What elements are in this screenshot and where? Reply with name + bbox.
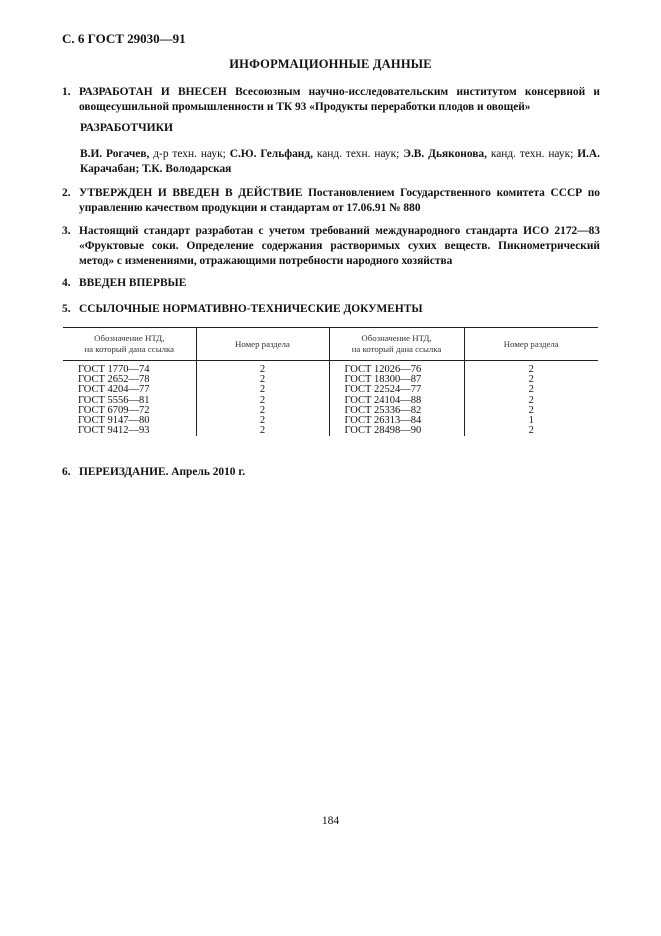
section-number-cell: 2 xyxy=(196,396,329,406)
developers-list xyxy=(80,147,600,177)
developer-role: канд. техн. наук; xyxy=(486,148,578,160)
developer-role: д-р техн. наук; xyxy=(149,148,230,160)
section-text: Постановлением Государственного комитета СССР по управлению качеством продукции и стандартам от 17.06.91 № 880 xyxy=(79,187,600,214)
column-header-designation: Обозначение НТД, на который дана ссылка xyxy=(329,328,464,361)
document-code: ГОСТ 2652—78 xyxy=(78,374,150,386)
document-title: ИНФОРМАЦИОННЫЕ ДАННЫЕ xyxy=(229,57,432,71)
section-number-cell: 2 xyxy=(464,426,598,436)
section-number-cell: 2 xyxy=(464,385,598,395)
page-header: С. 6 ГОСТ 29030—91 xyxy=(62,31,186,46)
section-number-cell: 1 xyxy=(464,416,598,426)
developer-name: С.Ю. Гельфанд, xyxy=(229,148,313,160)
section-number: 4. xyxy=(62,277,71,289)
section-text: Настоящий стандарт разработан с учетом требований международного стандарта ИСО 2172—83 «Фруктовые соки. Определение содержания растворимых сухих веществ. Пикнометрический метод» с изменениями, отражающими потребности народного хозяйства xyxy=(79,225,600,267)
developers-heading: РАЗРАБОТЧИКИ xyxy=(80,121,174,134)
column-header-section: Номер раздела xyxy=(196,328,329,361)
document-code: ГОСТ 24104—88 xyxy=(329,396,464,406)
section-number-cell: 2 xyxy=(464,375,598,385)
developer-name: Э.В. Дьяконова, xyxy=(403,148,487,160)
section-5 xyxy=(62,302,600,317)
section-2 xyxy=(62,186,600,216)
document-code: ГОСТ 18300—87 xyxy=(329,375,464,385)
section-heading: ССЫЛОЧНЫЕ НОРМАТИВНО-ТЕХНИЧЕСКИЕ ДОКУМЕНТЫ xyxy=(79,303,423,315)
section-number-cell: 2 xyxy=(464,406,598,416)
section-number: 2. xyxy=(62,187,71,199)
document-code: ГОСТ 9412—93 xyxy=(78,425,150,437)
section-number: 1. xyxy=(62,86,71,98)
section-1 xyxy=(62,85,600,115)
section-number: 6. xyxy=(62,466,71,478)
document-code: ГОСТ 1770—74 xyxy=(78,364,150,375)
developer-role: канд. техн. наук; xyxy=(312,148,404,160)
developer-name: И.А. Карачабан; Т.К. Володарская xyxy=(80,148,600,175)
section-text: Всесоюзным научно-исследовательским институтом консервной и овощесушильной промышленности и ТК 93 «Продукты переработки плодов и овощей» xyxy=(79,86,600,113)
developer-name: В.И. Рогачев, xyxy=(80,148,150,160)
section-heading: ВВЕДЕН ВПЕРВЫЕ xyxy=(79,277,187,289)
section-heading: ПЕРЕИЗДАНИЕ. xyxy=(79,466,169,478)
section-number: 5. xyxy=(62,303,71,315)
table-row xyxy=(63,361,598,376)
column-header-section: Номер раздела xyxy=(464,328,598,361)
section-number-cell: 2 xyxy=(464,361,598,376)
column-header-designation: Обозначение НТД, на который дана ссылка xyxy=(63,328,196,361)
section-number-cell: 2 xyxy=(464,396,598,406)
document-code: ГОСТ 12026—76 xyxy=(329,361,464,376)
document-code: ГОСТ 25336—82 xyxy=(329,406,464,416)
section-number-cell: 2 xyxy=(196,361,329,376)
section-4 xyxy=(62,276,600,291)
document-code: ГОСТ 4204—77 xyxy=(78,384,150,396)
document-code: ГОСТ 28498—90 xyxy=(329,426,464,436)
section-number-cell: 2 xyxy=(196,375,329,385)
section-text: Апрель 2010 г. xyxy=(168,466,246,478)
page-number: 184 xyxy=(321,815,340,827)
section-number-cell: 2 xyxy=(196,385,329,395)
document-code: ГОСТ 22524—77 xyxy=(329,385,464,395)
document-code: ГОСТ 5556—81 xyxy=(78,394,150,406)
section-heading: РАЗРАБОТАН И ВНЕСЕН xyxy=(79,86,227,98)
document-code: ГОСТ 9147—80 xyxy=(78,415,150,427)
section-number: 3. xyxy=(62,225,71,237)
section-heading: УТВЕРЖДЕН И ВВЕДЕН В ДЕЙСТВИЕ xyxy=(79,187,303,199)
reference-table xyxy=(63,327,598,436)
section-6 xyxy=(62,465,600,480)
document-code: ГОСТ 26313—84 xyxy=(329,416,464,426)
table-header-row xyxy=(63,328,598,361)
section-number-cell: 2 xyxy=(196,406,329,416)
document-code: ГОСТ 6709—72 xyxy=(78,404,150,416)
table-row xyxy=(63,426,598,436)
section-3 xyxy=(62,224,600,269)
section-number-cell: 2 xyxy=(196,426,329,436)
section-number-cell: 2 xyxy=(196,416,329,426)
